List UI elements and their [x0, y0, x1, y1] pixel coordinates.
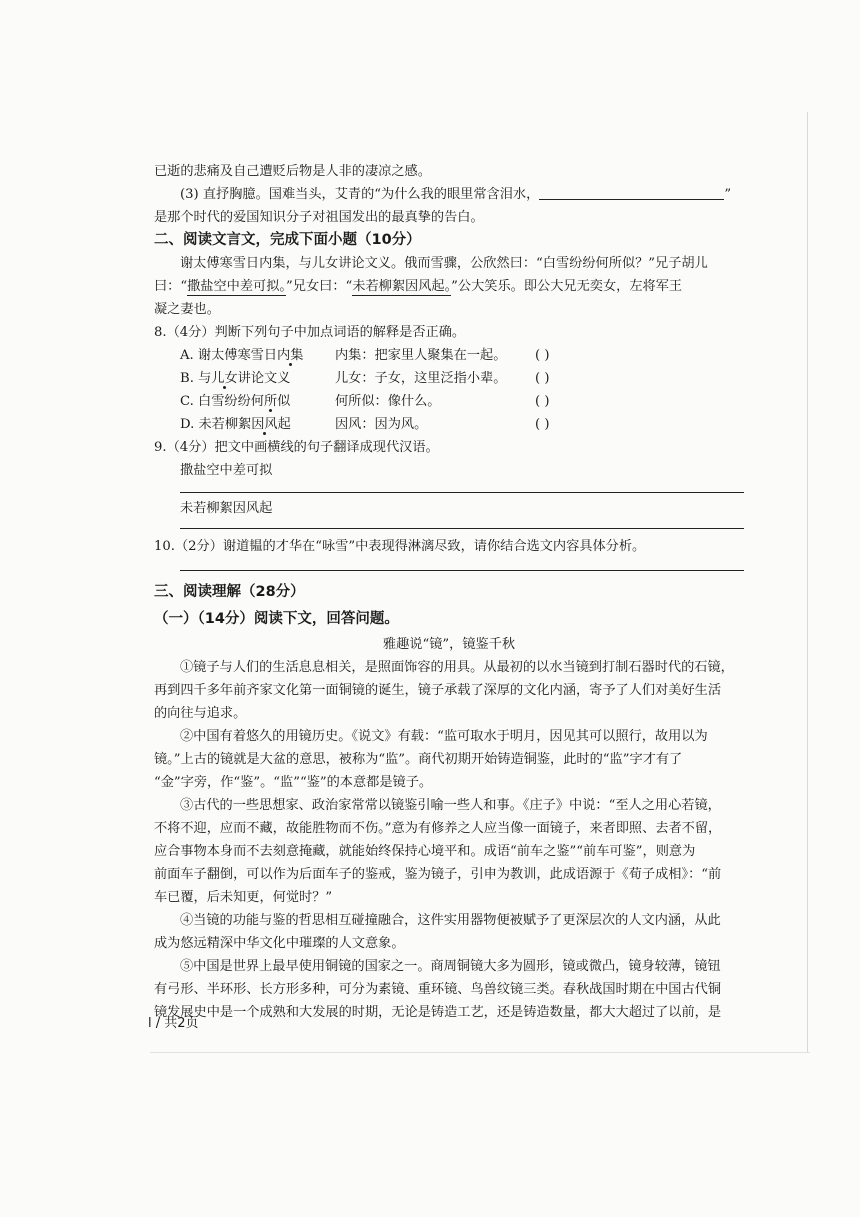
article-title: 雅趣说“镜”，镜鉴千秋	[382, 637, 516, 652]
article-line: 成为悠远精深中华文化中璀璨的人文意象。	[154, 936, 405, 951]
exam-content	[154, 160, 744, 1024]
answer-paren[interactable]: ( )	[535, 348, 550, 363]
option-b: B. 与儿女讲论文义 儿女：子女，这里泛指小辈。 ( )	[154, 367, 744, 390]
question-3-line: (3) 直抒胸臆。国难当头，艾青的“为什么我的眼里常含泪水， ”	[180, 187, 732, 202]
passage-line: 曰：“撒盐空中差可拟。”兄女曰：“未若柳絮因风起。”公大笑乐。即公大兄无奕女，左将军王	[154, 279, 683, 294]
translate-sentence-1: 撒盐空中差可拟	[180, 463, 273, 478]
article-line: “金”字旁，作“鉴”。“监”“鉴”的本意都是镜子。	[154, 775, 433, 790]
article-line: ①镜子与人们的生活息息相关，是照面饰容的用具。从最初的以水当镜到打制石器时代的石镜，	[180, 660, 734, 675]
article-line: 镜发展史中是一个成熟和大发展的时期，无论是铸造工艺，还是铸造数量，都大大超过了以前，是	[154, 1005, 722, 1020]
text-line: 是那个时代的爱国知识分子对祖国发出的最真挚的告白。	[154, 210, 484, 225]
text-line: 已逝的悲痛及自己遭贬后物是人非的凄凉之感。	[154, 164, 431, 179]
underlined-sentence-1: 撒盐空中差可拟。	[187, 279, 287, 294]
article-line: 再到四千多年前齐家文化第一面铜镜的诞生，镜子承载了深厚的文化内涵，寄予了人们对美好生活	[154, 683, 722, 698]
article-line: 有弓形、半环形、长方形多种，可分为素镜、重环镜、鸟兽纹镜三类。春秋战国时期在中国古代铜	[154, 982, 722, 997]
passage-line: 凝之妻也。	[154, 302, 220, 317]
option-d: D. 未若柳絮因风起 因风：因为风。 ( )	[154, 413, 744, 436]
question-10: 10.（2分）谢道韫的才华在“咏雪”中表现得淋漓尽致，请你结合选文内容具体分析。	[154, 539, 646, 554]
translate-sentence-2: 未若柳絮因风起	[180, 501, 273, 516]
article-line: 车已覆，后未知更，何觉时？”	[154, 890, 333, 905]
answer-paren[interactable]: ( )	[535, 394, 550, 409]
article-line: 前面车子翻倒，可以作为后面车子的鉴戒，鉴为镜子，引申为教训，此成语源于《荀子成相》：“前	[154, 867, 722, 882]
passage-line: 谢太傅寒雪日内集，与儿女讲论文义。俄而雪骤，公欣然曰：“白雪纷纷何所似？”兄子胡儿	[180, 256, 708, 271]
article-line: 镜。”上古的镜就是大盆的意思，被称为“监”。商代初期开始铸造铜鉴，此时的“监”字才有了	[154, 752, 683, 767]
article-line: ②中国有着悠久的用镜历史。《说文》有载：“监可取水于明月，因见其可以照行，故用以为	[180, 729, 708, 744]
article-line: ③古代的一些思想家、政治家常常以镜鉴引喻一些人和事。《庄子》中说：“至人之用心若镜，	[180, 798, 721, 813]
subsection-1-title: （一）（14分）阅读下文，回答问题。	[154, 611, 399, 627]
page-edge-bottom	[150, 1052, 810, 1053]
answer-paren[interactable]: ( )	[535, 417, 550, 432]
page-footer: l / 共2页	[148, 1016, 199, 1031]
section-3-title: 三、阅读理解（28分）	[154, 584, 305, 600]
answer-blank[interactable]	[539, 185, 724, 200]
answer-paren[interactable]: ( )	[535, 371, 550, 386]
section-2-title: 二、阅读文言文，完成下面小题（10分）	[154, 232, 421, 248]
article-line: 的向往与追求。	[154, 706, 247, 721]
article-line: 应合事物本身而不去刻意掩藏，就能始终保持心境平和。成语“前车之鉴”“前车可鉴”，则意为	[154, 844, 696, 859]
article-line: ④当镜的功能与鉴的哲思相互碰撞融合，这件实用器物便被赋予了更深层次的人文内涵，从此	[180, 913, 721, 928]
underlined-sentence-2: 未若柳絮因风起。	[352, 279, 452, 294]
option-c: C. 白雪纷纷何所似 何所似：像什么。 ( )	[154, 390, 744, 413]
article-line: ⑤中国是世界上最早使用铜镜的国家之一。商周铜镜大多为圆形，镜或微凸，镜身较薄，镜钮	[180, 959, 721, 974]
page-edge-right	[807, 112, 808, 1052]
question-8: 8.（4分）判断下列句子中加点词语的解释是否正确。	[154, 325, 466, 340]
article-line: 不将不迎，应而不藏，故能胜物而不伤。”意为有修养之人应当像一面镜子，来者即照、去者不留，	[154, 821, 722, 836]
option-a: A. 谢太傅寒雪日内集 内集：把家里人聚集在一起。 ( )	[154, 344, 744, 367]
question-9: 9.（4分）把文中画横线的句子翻译成现代汉语。	[154, 440, 439, 455]
